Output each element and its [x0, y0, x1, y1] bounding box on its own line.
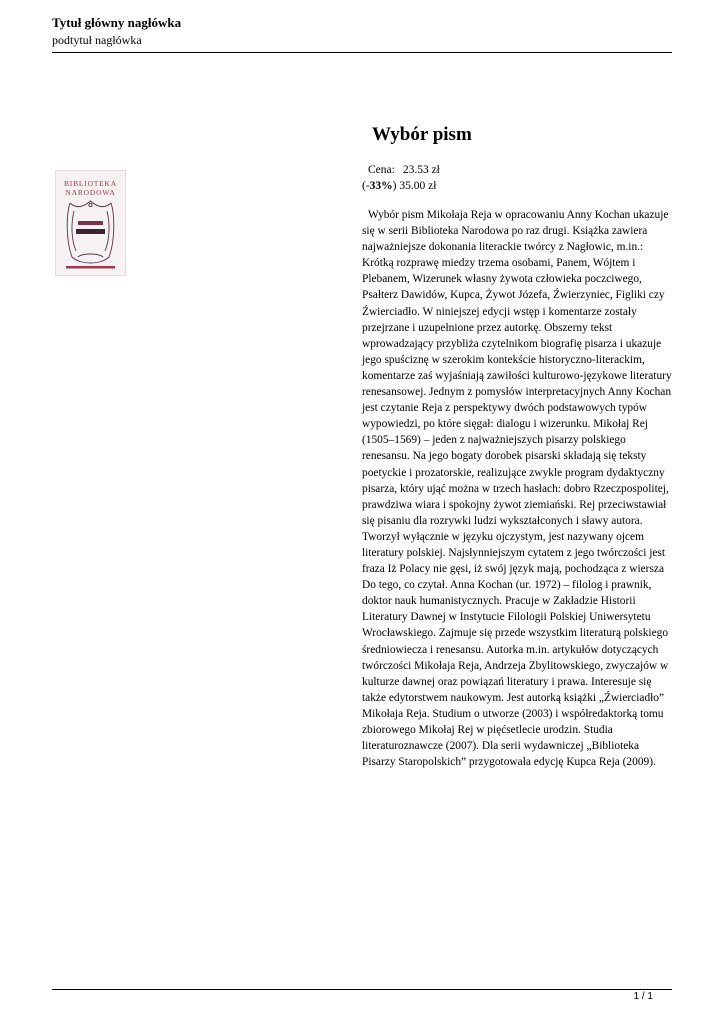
old-price: 35.00 zł: [399, 179, 437, 192]
header-subtitle: podtytuł nagłówka: [52, 33, 142, 47]
current-price-row: [362, 163, 440, 179]
header-divider: [52, 52, 672, 53]
header-title: Tytuł główny nagłówka: [52, 15, 182, 30]
discount-open: (-: [362, 179, 370, 192]
price-block: [362, 163, 440, 194]
footer-divider: [52, 989, 672, 990]
page-number: 1 / 1: [633, 991, 653, 1002]
product-title: Wybór pism: [372, 124, 472, 145]
price-label: Cena:: [368, 164, 395, 176]
book-cover-image: [55, 170, 126, 276]
discount-close: ): [392, 179, 397, 192]
current-price: 23.53 zł: [402, 164, 440, 176]
discount-percent: 33%: [369, 179, 393, 192]
old-price-row: [362, 179, 440, 195]
cover-series-line-1: BIBLIOTEKA: [64, 179, 117, 188]
page-header: [52, 14, 672, 48]
product-description: Wybór pism Mikołaja Reja w opracowaniu Anny Kochan ukazuje się w serii Biblioteka Narodowa po raz drugi. Książka zawiera najważniejsze dokonania literackie twórcy z Nagłowic, m.in.: Krótką rozprawę miedzy trzema osobami, Panem, Wójtem i Plebanem, Wizerunek własny żywota człowieka poczciwego, Psałterz Dawidów, Kupca, Żywot Józefa, Źwierzyniec, Figliki czy Źwierciadło. W niniejszej edycji wstęp i komentarze zostały przejrzane i uzupełnione przez autorkę. Obszerny tekst wprowadzający przybliża czytelnikom biografię pisarza i ukazuje jego spuściznę w szerokim kontekście historyczno-literackim, komentarze zaś wyjaśniają zawiłości kulturowo-językowe literatury renesansowej. Jednym z pomysłów interpretacyjnych Anny Kochan jest czytanie Reja z perspektywy dwóch podstawowych typów wypowiedzi, po które sięgał: dialogu i wizerunku. Mikołaj Rej (1505–1569) – jeden z najważniejszych pisarzy polskiego renesansu. Na jego bogaty dorobek pisarski składają się teksty poetyckie i prozatorskie, realizujące zwykle program dydaktyczny pisarza, który ująć można w trzech hasłach: dobro Rzeczpospolitej, prawdziwa wiara i spokojny żywot ziemiański. Rej przeciwstawiał się pisaniu dla rozrywki ludzi wykształconych i sławy autora. Tworzył wyłącznie w języku ojczystym, jest nazywany ojcem literatury polskiej. Najsłynniejszym cytatem z jego twórczości jest fraza Iż Polacy nie gęsi, iż swój język mają, pochodząca z wiersza Do tego, co czytał. Anna Kochan (ur. 1972) – filolog i prawnik, doktor nauk humanistycznych. Pracuje w Zakładzie Historii Literatury Dawnej w Instytucie Filologii Polskiej Uniwersytetu Wrocławskiego. Zajmuje się przede wszystkim literaturą polskiego średniowiecza i renesansu. Autorka m.in. artykułów dotyczących twórczości Mikołaja Reja, Andrzeja Zbylitowskiego, zwyczajów w kulturze dawnej oraz powiązań literatury i prawa. Interesuje się także edytorstwem naukowym. Jest autorką książki „Źwierciadło” Mikołaja Reja. Studium o utworze (2003) i współredaktorką tomu zbiorowego Mikołaj Rej w pięćsetlecie urodzin. Studia literaturoznawcze (2007). Dla serii wydawniczej „Biblioteka Pisarzy Staropolskich” przygotowała edycję Kupca Reja (2009).: [362, 209, 672, 769]
cover-series-line-2: NARODOWA: [65, 188, 116, 197]
